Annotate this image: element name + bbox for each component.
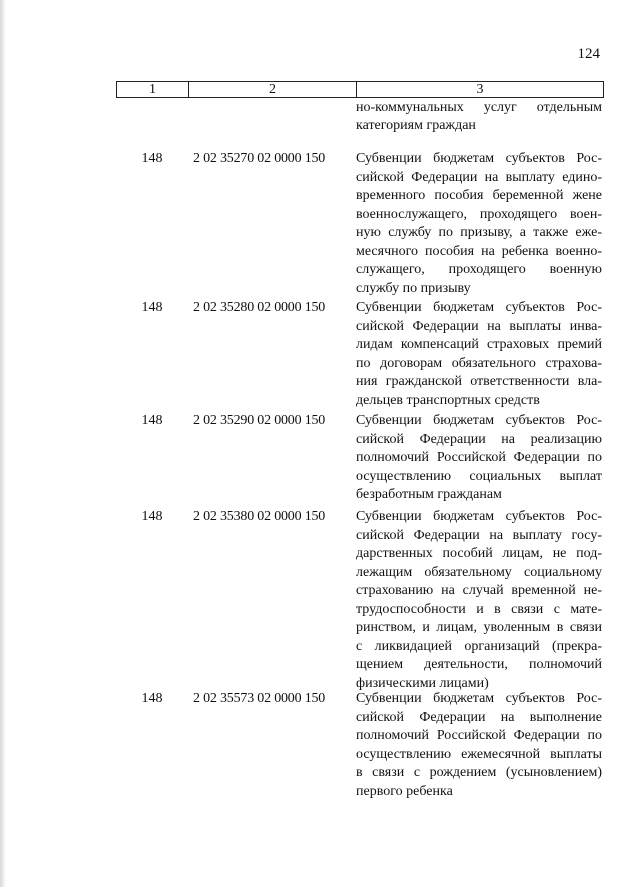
description-line: Субвенции бюджетам субъектов Рос- bbox=[356, 509, 602, 524]
description-line: полномочий Российской Федерации по bbox=[356, 450, 602, 465]
description-line: сийской Федерации на выполнение bbox=[356, 709, 602, 725]
description-line: служащего, проходящего военную bbox=[356, 262, 602, 277]
column-header-1: 1 bbox=[117, 82, 189, 97]
description-line: Субвенции бюджетам субъектов Рос- bbox=[356, 151, 602, 166]
admin-code: 148 bbox=[141, 151, 163, 166]
row-description bbox=[356, 690, 602, 801]
description-line: трудоспособности и в связи с мате- bbox=[356, 601, 602, 617]
admin-code: 148 bbox=[141, 413, 163, 428]
description-line: полномочий Российской Федерации по bbox=[356, 728, 602, 743]
description-line: службу по призыву bbox=[356, 280, 471, 296]
description-line: сийской Федерации на выплату госу- bbox=[356, 527, 602, 543]
description-line: сийской Федерации на выплату едино- bbox=[356, 169, 602, 185]
description-line: по договорам обязательного страхова- bbox=[356, 355, 602, 371]
description-line: щением деятельности, полномочий bbox=[356, 657, 602, 672]
admin-code: 148 bbox=[141, 509, 163, 524]
column-header-2: 2 bbox=[189, 82, 357, 97]
description-line: страхованию на случай временной не- bbox=[356, 583, 602, 598]
description-line: месячного пособия на ребенка военно- bbox=[356, 243, 602, 259]
description-line: Субвенции бюджетам субъектов Рос- bbox=[356, 691, 602, 706]
description-line: сийской Федерации на реализацию bbox=[356, 431, 602, 447]
description-line: первого ребенка bbox=[356, 783, 453, 799]
description-line: ния гражданской ответственности вла- bbox=[356, 374, 602, 389]
budget-code: 2 02 35280 02 0000 150 bbox=[193, 300, 326, 315]
description-line: физическими лицами) bbox=[356, 675, 489, 691]
continued-line: категориям граждан bbox=[356, 117, 476, 133]
page-number: 124 bbox=[577, 46, 600, 62]
description-line: Субвенции бюджетам субъектов Рос- bbox=[356, 300, 602, 315]
description-line: временного пособия беременной жене bbox=[356, 188, 602, 203]
column-header-3: 3 bbox=[476, 82, 484, 97]
description-line: лидам компенсаций страховых премий bbox=[356, 337, 602, 352]
description-line: в связи с рождением (усыновлением) bbox=[356, 765, 602, 780]
column-header-row bbox=[116, 81, 604, 98]
row-description bbox=[356, 508, 602, 693]
description-line: военнослужащего, проходящего воен- bbox=[356, 206, 602, 222]
admin-code: 148 bbox=[141, 300, 163, 315]
budget-code: 2 02 35573 02 0000 150 bbox=[193, 691, 326, 706]
continued-line: но-коммунальных услуг отдельным bbox=[356, 100, 602, 115]
scan-edge-shadow bbox=[0, 0, 6, 887]
description-line: безработным гражданам bbox=[356, 487, 502, 502]
admin-code: 148 bbox=[141, 691, 163, 706]
description-line: Субвенции бюджетам субъектов Рос- bbox=[356, 413, 602, 428]
description-line: дарственных пособий лицам, не под- bbox=[356, 546, 602, 561]
continued-text bbox=[356, 99, 602, 134]
description-line: ную службу по призыву, а также еже- bbox=[356, 225, 602, 240]
row-description bbox=[356, 150, 602, 298]
description-line: дельцев транспортных средств bbox=[356, 392, 540, 408]
description-line: осуществлению ежемесячной выплаты bbox=[356, 746, 602, 762]
row-description bbox=[356, 412, 602, 505]
budget-code: 2 02 35290 02 0000 150 bbox=[193, 413, 326, 428]
budget-code: 2 02 35380 02 0000 150 bbox=[193, 509, 326, 524]
budget-code: 2 02 35270 02 0000 150 bbox=[193, 151, 326, 166]
row-description bbox=[356, 299, 602, 410]
description-line: осуществлению социальных выплат bbox=[356, 468, 602, 484]
description-line: ринством, и лицам, уволенным в связи bbox=[356, 620, 602, 635]
description-line: с ликвидацией организаций (прекра- bbox=[356, 638, 602, 654]
description-line: сийской Федерации на выплаты инва- bbox=[356, 318, 602, 334]
description-line: лежащим обязательному социальному bbox=[356, 564, 602, 580]
